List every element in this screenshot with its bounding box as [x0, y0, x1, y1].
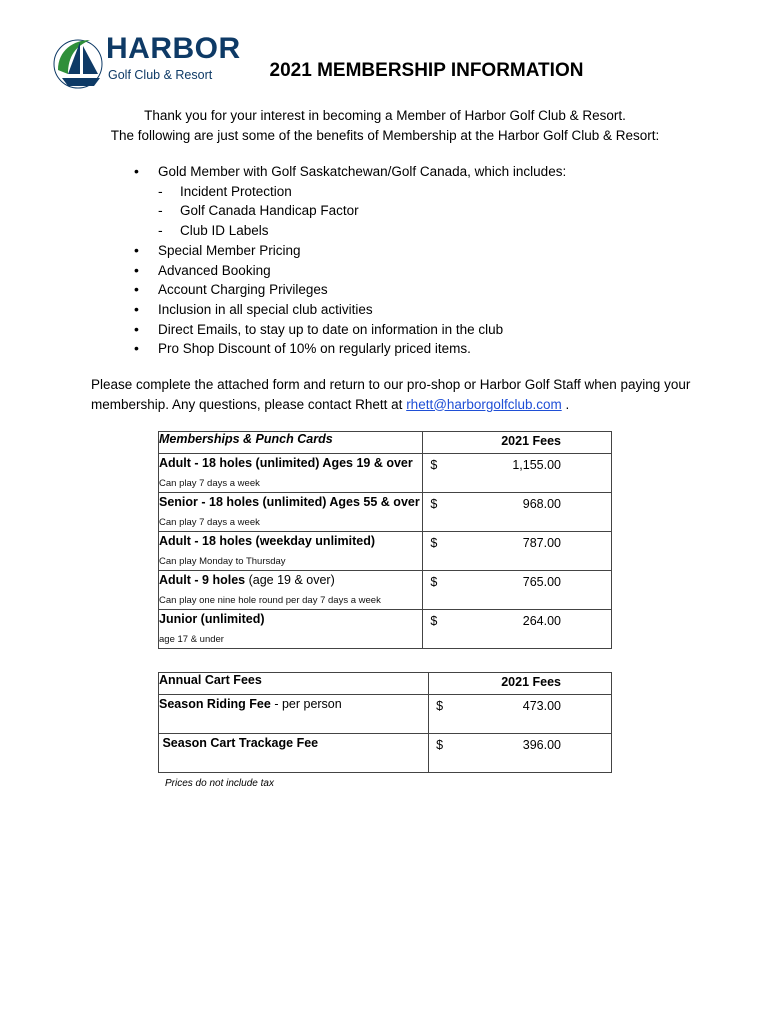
membership-cell — [159, 454, 423, 493]
cart-fee-cell — [159, 695, 429, 734]
price-amount: 968.00 — [522, 497, 561, 511]
gold-includes-list — [158, 182, 566, 241]
currency-symbol: $ — [430, 614, 438, 628]
currency-symbol: $ — [430, 536, 438, 550]
cart-fee-cell — [159, 734, 429, 773]
table-row — [159, 734, 612, 773]
benefit-item: • Inclusion in all special club activities — [128, 300, 566, 320]
membership-note: age 17 & under — [159, 634, 224, 645]
price-cell — [423, 571, 612, 610]
benefit-item: • Special Member Pricing — [128, 241, 566, 261]
price-amount: 1,155.00 — [512, 458, 561, 472]
table-row — [159, 571, 612, 610]
table-row — [159, 454, 612, 493]
membership-title: Adult - 18 holes (unlimited) Ages 19 & over — [159, 456, 413, 470]
benefits-list — [128, 162, 566, 359]
membership-cell — [159, 493, 423, 532]
membership-title: Adult - 18 holes (weekday unlimited) — [159, 534, 376, 548]
price-amount: 787.00 — [522, 536, 561, 550]
contact-email-link[interactable]: rhett@harborgolfclub.com — [406, 396, 562, 412]
price-amount: 473.00 — [522, 699, 561, 713]
instructions-text: Please complete the attached form and return to our pro-shop or Harbor Golf Staff when paying your membership. Any questions, please contact Rhett at — [91, 377, 691, 412]
gold-include-item: - Incident Protection — [158, 182, 566, 202]
cart-fee-title-main: Season Riding Fee — [159, 697, 271, 711]
fees-header: 2021 Fees — [423, 432, 612, 454]
currency-symbol: $ — [436, 699, 444, 713]
price-amount: 765.00 — [522, 575, 561, 589]
instructions-end: . — [561, 396, 570, 412]
cart-fee-title: Season Cart Trackage Fee — [159, 736, 319, 750]
table-header-row — [159, 673, 612, 695]
memberships-header-label: Memberships & Punch Cards — [159, 432, 423, 454]
membership-cell — [159, 571, 423, 610]
price-cell — [423, 454, 612, 493]
membership-note: Can play Monday to Thursday — [159, 556, 286, 567]
table-row — [159, 493, 612, 532]
benefit-label: Gold Member with Golf Saskatchewan/Golf Canada, which includes: — [158, 164, 567, 179]
benefit-item: • Advanced Booking — [128, 261, 566, 281]
membership-cell — [159, 532, 423, 571]
table-header-row — [159, 432, 612, 454]
instructions-paragraph — [91, 375, 731, 414]
page-title: 2021 MEMBERSHIP INFORMATION — [269, 60, 584, 81]
tax-note: Prices do not include tax — [165, 778, 274, 789]
membership-title-extra: (age 19 & over) — [245, 573, 335, 587]
logo-subtitle: Golf Club & Resort — [108, 68, 213, 82]
currency-symbol: $ — [430, 458, 438, 472]
membership-title: Senior - 18 holes (unlimited) Ages 55 & over — [159, 495, 420, 509]
currency-symbol: $ — [436, 738, 444, 752]
gold-include-item: - Club ID Labels — [158, 221, 566, 241]
membership-cell — [159, 610, 423, 649]
membership-title: Junior (unlimited) — [159, 612, 265, 626]
price-cell — [429, 695, 612, 734]
cart-fee-table — [158, 672, 612, 773]
membership-note: Can play 7 days a week — [159, 478, 260, 489]
price-amount: 264.00 — [522, 614, 561, 628]
membership-note: Can play one nine hole round per day 7 days a week — [159, 595, 381, 606]
currency-symbol: $ — [430, 575, 438, 589]
gold-include-item: - Golf Canada Handicap Factor — [158, 201, 566, 221]
intro-text — [0, 106, 770, 146]
price-cell — [423, 532, 612, 571]
cart-header-label: Annual Cart Fees — [159, 673, 429, 695]
table-row — [159, 532, 612, 571]
price-cell — [423, 493, 612, 532]
table-row — [159, 695, 612, 734]
membership-title — [159, 571, 422, 595]
benefit-item: • Pro Shop Discount of 10% on regularly priced items. — [128, 339, 566, 359]
intro-line: The following are just some of the benefits of Membership at the Harbor Golf Club & Resort: — [110, 128, 660, 143]
benefit-item: • Direct Emails, to stay up to date on information in the club — [128, 320, 566, 340]
price-cell — [423, 610, 612, 649]
fees-header: 2021 Fees — [429, 673, 612, 695]
cart-fee-title-extra: - per person — [270, 697, 342, 711]
currency-symbol: $ — [430, 497, 438, 511]
price-amount: 396.00 — [522, 738, 561, 752]
membership-title-main: Adult - 9 holes — [159, 573, 246, 587]
logo-wordmark: HARBOR — [106, 32, 241, 65]
intro-line: Thank you for your interest in becoming a Member of Harbor Golf Club & Resort. — [144, 108, 626, 123]
benefit-item: • Account Charging Privileges — [128, 280, 566, 300]
membership-note: Can play 7 days a week — [159, 517, 260, 528]
benefit-item — [128, 162, 566, 241]
table-row — [159, 610, 612, 649]
cart-fee-title — [159, 695, 428, 719]
price-cell — [429, 734, 612, 773]
memberships-fee-table — [158, 431, 612, 649]
